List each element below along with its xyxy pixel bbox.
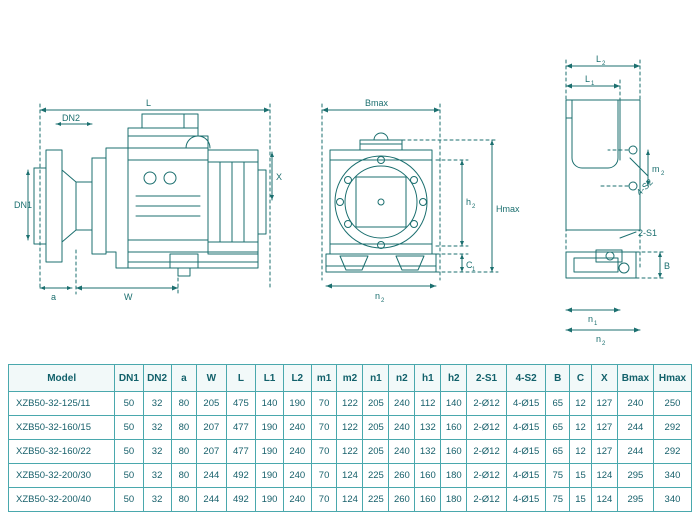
label-DN1: DN1 <box>14 200 33 210</box>
cell-w: 207 <box>197 440 227 464</box>
cell-dn2: 32 <box>143 440 171 464</box>
cell-m2: 122 <box>337 416 363 440</box>
cell-l1: 190 <box>256 416 284 440</box>
cell-n2: 260 <box>389 464 415 488</box>
cell-l2: 240 <box>283 416 311 440</box>
cell-l2: 190 <box>283 392 311 416</box>
col-header-2s1: 2-S1 <box>467 365 507 392</box>
cell-dn2: 32 <box>143 488 171 512</box>
cell-2-s1: 2-Ø12 <box>467 392 507 416</box>
col-header-a: a <box>171 365 196 392</box>
cell-l: 477 <box>226 416 256 440</box>
cell-model: XZB50-32-125/11 <box>9 392 115 416</box>
table-row <box>9 392 692 416</box>
col-header-bmax: Bmax <box>617 365 653 392</box>
cell-m2: 122 <box>337 440 363 464</box>
cell-hmax: 340 <box>653 464 691 488</box>
col-header-dn2: DN2 <box>143 365 171 392</box>
label-DN2: DN2 <box>62 113 81 123</box>
cell-4-s2: 4-Ø15 <box>506 440 546 464</box>
cell-n2: 260 <box>389 488 415 512</box>
label-C1-sub: 1 <box>472 267 476 273</box>
cell-x: 127 <box>591 392 617 416</box>
col-header-hmax: Hmax <box>653 365 691 392</box>
cell-h2: 160 <box>441 416 467 440</box>
cell-n2: 240 <box>389 392 415 416</box>
col-header-b: B <box>546 365 570 392</box>
table-row <box>9 464 692 488</box>
cell-w: 244 <box>197 488 227 512</box>
cell-b: 65 <box>546 416 570 440</box>
cell-4-s2: 4-Ø15 <box>506 464 546 488</box>
cell-bmax: 295 <box>617 464 653 488</box>
label-B: B <box>664 261 671 271</box>
col-header-x: X <box>591 365 617 392</box>
cell-l: 475 <box>226 392 256 416</box>
cell-l1: 190 <box>256 488 284 512</box>
cell-h2: 180 <box>441 464 467 488</box>
cell-b: 65 <box>546 440 570 464</box>
label-C1: C <box>466 260 473 270</box>
cell-l1: 190 <box>256 464 284 488</box>
cell-dn1: 50 <box>115 488 143 512</box>
cell-n2: 240 <box>389 416 415 440</box>
cell-w: 205 <box>197 392 227 416</box>
cell-dn1: 50 <box>115 440 143 464</box>
cell-m1: 70 <box>311 440 337 464</box>
cell-model: XZB50-32-200/30 <box>9 464 115 488</box>
cell-4-s2: 4-Ø15 <box>506 392 546 416</box>
cell-a: 80 <box>171 464 196 488</box>
col-header-dn1: DN1 <box>115 365 143 392</box>
cell-h1: 160 <box>415 464 441 488</box>
table-body <box>9 392 692 512</box>
label-2S1: 2-S1 <box>638 228 658 238</box>
col-header-h2: h2 <box>441 365 467 392</box>
cell-n1: 205 <box>363 392 389 416</box>
table-head <box>9 365 692 392</box>
label-n2-front-sub: 2 <box>381 298 385 304</box>
col-header-c: C <box>570 365 592 392</box>
cell-c: 15 <box>570 464 592 488</box>
cell-m1: 70 <box>311 464 337 488</box>
cell-n1: 225 <box>363 464 389 488</box>
table-header-row <box>9 365 692 392</box>
col-header-l1: L1 <box>256 365 284 392</box>
label-Hmax: Hmax <box>496 204 520 214</box>
cell-h2: 180 <box>441 488 467 512</box>
cell-m1: 70 <box>311 488 337 512</box>
cell-dn2: 32 <box>143 464 171 488</box>
cell-hmax: 340 <box>653 488 691 512</box>
col-header-w: W <box>197 365 227 392</box>
cell-dn2: 32 <box>143 416 171 440</box>
cell-h1: 112 <box>415 392 441 416</box>
cell-l2: 240 <box>283 440 311 464</box>
cell-hmax: 250 <box>653 392 691 416</box>
cell-w: 244 <box>197 464 227 488</box>
cell-c: 15 <box>570 488 592 512</box>
label-n2-base-sub: 2 <box>602 341 606 347</box>
col-header-m1: m1 <box>311 365 337 392</box>
table-row <box>9 416 692 440</box>
cell-n2: 240 <box>389 440 415 464</box>
label-W: W <box>124 292 133 302</box>
cell-l1: 140 <box>256 392 284 416</box>
cell-hmax: 292 <box>653 416 691 440</box>
cell-m2: 124 <box>337 464 363 488</box>
cell-bmax: 244 <box>617 416 653 440</box>
col-header-l: L <box>226 365 256 392</box>
label-L2-sub: 2 <box>602 61 606 67</box>
cell-h1: 132 <box>415 416 441 440</box>
cell-model: XZB50-32-200/40 <box>9 488 115 512</box>
cell-2-s1: 2-Ø12 <box>467 488 507 512</box>
cell-2-s1: 2-Ø12 <box>467 464 507 488</box>
label-n2-base: n <box>596 334 602 344</box>
col-header-4s2: 4-S2 <box>506 365 546 392</box>
label-L: L <box>146 98 152 108</box>
cell-2-s1: 2-Ø12 <box>467 416 507 440</box>
cell-m2: 124 <box>337 488 363 512</box>
label-L1: L <box>585 74 591 84</box>
table-row <box>9 488 692 512</box>
cell-m2: 122 <box>337 392 363 416</box>
cell-x: 124 <box>591 464 617 488</box>
cell-c: 12 <box>570 416 592 440</box>
label-4S2: 4-S2 <box>634 176 655 198</box>
col-header-l2: L2 <box>283 365 311 392</box>
table-row <box>9 440 692 464</box>
cell-m1: 70 <box>311 416 337 440</box>
cell-l: 477 <box>226 440 256 464</box>
cell-h1: 160 <box>415 488 441 512</box>
cell-c: 12 <box>570 392 592 416</box>
cell-h2: 160 <box>441 440 467 464</box>
cell-w: 207 <box>197 416 227 440</box>
specification-table-wrapper <box>8 364 692 512</box>
label-Bmax: Bmax <box>365 98 389 108</box>
cell-n1: 205 <box>363 440 389 464</box>
cell-a: 80 <box>171 488 196 512</box>
cell-c: 12 <box>570 440 592 464</box>
label-m2: m <box>652 164 660 174</box>
label-m2-sub: 2 <box>661 171 665 177</box>
cell-m1: 70 <box>311 392 337 416</box>
cell-bmax: 240 <box>617 392 653 416</box>
cell-x: 124 <box>591 488 617 512</box>
cell-dn1: 50 <box>115 392 143 416</box>
cell-2-s1: 2-Ø12 <box>467 440 507 464</box>
cell-h1: 132 <box>415 440 441 464</box>
col-header-model: Model <box>9 365 115 392</box>
cell-b: 75 <box>546 488 570 512</box>
cell-l1: 190 <box>256 440 284 464</box>
side-view-group <box>26 104 274 294</box>
specification-table <box>8 364 692 512</box>
cell-x: 127 <box>591 440 617 464</box>
base-view-group <box>566 60 666 333</box>
col-header-n2: n2 <box>389 365 415 392</box>
cell-bmax: 244 <box>617 440 653 464</box>
cell-b: 75 <box>546 464 570 488</box>
cell-l: 492 <box>226 464 256 488</box>
cell-model: XZB50-32-160/22 <box>9 440 115 464</box>
col-header-m2: m2 <box>337 365 363 392</box>
cell-l2: 240 <box>283 488 311 512</box>
cell-a: 80 <box>171 392 196 416</box>
cell-4-s2: 4-Ø15 <box>506 416 546 440</box>
label-X: X <box>276 172 283 182</box>
cell-4-s2: 4-Ø15 <box>506 488 546 512</box>
cell-model: XZB50-32-160/15 <box>9 416 115 440</box>
cell-a: 80 <box>171 440 196 464</box>
cell-n1: 225 <box>363 488 389 512</box>
label-L1-sub: 1 <box>591 81 595 87</box>
label-L2: L <box>596 54 602 64</box>
cell-n1: 205 <box>363 416 389 440</box>
cell-l: 492 <box>226 488 256 512</box>
label-n1-sub: 1 <box>594 321 598 327</box>
label-n2-front: n <box>375 291 381 301</box>
label-a: a <box>51 292 57 302</box>
cell-hmax: 292 <box>653 440 691 464</box>
cell-l2: 240 <box>283 464 311 488</box>
cell-x: 127 <box>591 416 617 440</box>
cell-a: 80 <box>171 416 196 440</box>
cell-dn2: 32 <box>143 392 171 416</box>
col-header-n1: n1 <box>363 365 389 392</box>
cell-bmax: 295 <box>617 488 653 512</box>
label-h2: h <box>466 197 472 207</box>
cell-dn1: 50 <box>115 416 143 440</box>
label-n1: n <box>588 314 594 324</box>
col-header-h1: h1 <box>415 365 441 392</box>
cell-h2: 140 <box>441 392 467 416</box>
cell-b: 65 <box>546 392 570 416</box>
cell-dn1: 50 <box>115 464 143 488</box>
label-h2-sub: 2 <box>472 204 476 210</box>
